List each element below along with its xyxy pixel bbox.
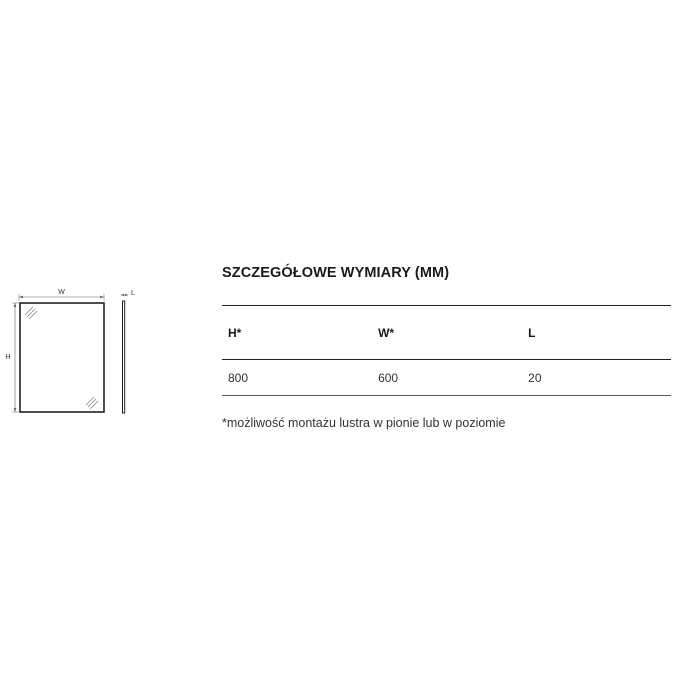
table-header-row (222, 306, 671, 360)
depth-label: L (131, 290, 135, 297)
cell-depth-value: 20 (528, 370, 542, 385)
dimension-table (222, 305, 671, 396)
cell-width-value: 600 (378, 370, 399, 385)
height-dimension (5, 303, 19, 412)
mirror-side-view (123, 301, 125, 413)
mounting-note: *możliwość montażu lustra w pionie lub w poziomie (222, 416, 506, 430)
mirror-front-view (20, 303, 104, 412)
cell-height-value: 800 (228, 370, 249, 385)
width-dimension (19, 289, 104, 301)
height-label: H (5, 354, 11, 361)
width-label: W (58, 289, 65, 296)
dimension-spec-section (222, 262, 672, 430)
column-header-width: W* (378, 325, 395, 340)
depth-dimension (121, 290, 135, 297)
mirror-dimension-drawing (0, 280, 140, 420)
column-header-height: H* (228, 325, 242, 340)
table-row (222, 360, 671, 396)
column-header-depth: L (528, 325, 536, 340)
mirror-drawing-svg (0, 280, 140, 420)
spec-title: SZCZEGÓŁOWE WYMIARY (MM) (222, 265, 450, 281)
